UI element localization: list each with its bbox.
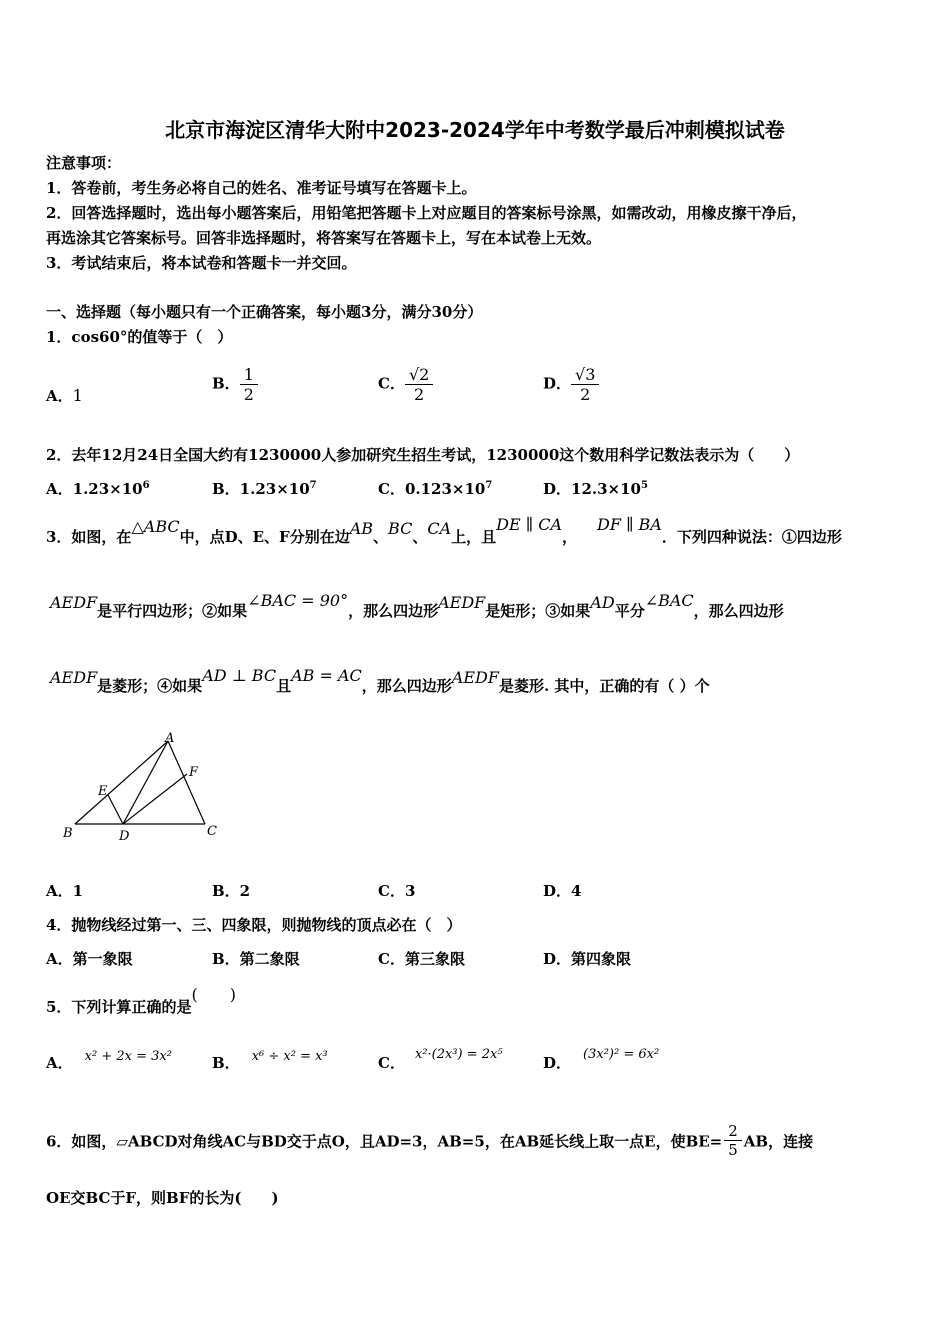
- q1-option-c: [378, 365, 433, 404]
- q5-option-a: [46, 1049, 172, 1073]
- option-text: C．0.123×10: [378, 480, 486, 498]
- text: 6．如图，▱ABCD对角线AC与BD交于点O，且AD=3，AB=5，在AB延长线上取一点E，使BE=: [46, 1132, 723, 1151]
- option-label: A．: [46, 387, 73, 405]
- exponent: 5: [640, 480, 648, 491]
- math: CA: [427, 519, 452, 538]
- q3-option-c: C．3: [378, 882, 416, 900]
- q1-option-d: [543, 365, 599, 404]
- question-5-stem: [46, 985, 236, 1017]
- text: ，那么四边形: [361, 677, 452, 695]
- option-value: 1: [72, 386, 83, 405]
- math: x² + 2x = 3x²: [84, 1049, 172, 1064]
- label-e: E: [98, 784, 108, 799]
- text: 平分: [614, 602, 645, 620]
- fraction: [724, 1122, 742, 1159]
- text: ，: [562, 528, 578, 546]
- denominator: 5: [724, 1140, 742, 1159]
- fraction: [405, 365, 433, 404]
- math: △ABC: [131, 517, 180, 536]
- math: AEDF: [438, 593, 486, 612]
- label-f: F: [189, 765, 199, 780]
- q1-option-b: [212, 365, 258, 404]
- segment-ed: [108, 795, 123, 824]
- option-text: D．12.3×10: [543, 480, 641, 498]
- option-label: A．: [46, 1054, 73, 1072]
- option-label: C．: [378, 374, 405, 393]
- math: x⁶ ÷ x² = x³: [251, 1049, 328, 1064]
- q3-option-d: D．4: [543, 882, 582, 900]
- option-text: B．1.23×10: [212, 480, 310, 498]
- label-d: D: [119, 829, 130, 844]
- exponent: 7: [485, 480, 493, 491]
- q4-option-d: D．第四象限: [543, 950, 632, 968]
- notice-item: 再选涂其它答案标号。回答非选择题时，将答案写在答题卡上，写在本试卷上无效。: [46, 229, 602, 247]
- text: 中，点D、E、F分别在边: [179, 528, 350, 546]
- text: 上，且: [451, 528, 497, 546]
- math: ∠BAC = 90°: [247, 591, 349, 610]
- math: AEDF: [50, 668, 98, 687]
- segment-df: [123, 774, 187, 824]
- triangle-figure: [55, 728, 230, 848]
- option-label: B．: [212, 374, 240, 393]
- denominator: 2: [240, 384, 258, 404]
- section-heading: 一、选择题（每小题只有一个正确答案，每小题3分，满分30分）: [46, 303, 483, 321]
- math: AD: [590, 593, 615, 612]
- notice-heading: 注意事项：: [46, 154, 122, 172]
- math: (3x²)² = 6x²: [583, 1047, 660, 1062]
- math: BC: [388, 519, 413, 538]
- q2-option-d: [543, 478, 648, 499]
- option-label: B．: [212, 1054, 240, 1072]
- text: 5．下列计算正确的是: [46, 998, 192, 1016]
- question-1-stem: 1．cos60°的值等于（ ）: [46, 328, 233, 346]
- text: 是菱形；④如果: [97, 677, 203, 695]
- text: 是菱形. 其中，正确的有（ ）个: [498, 677, 710, 695]
- numerator: √2: [408, 365, 430, 384]
- side-ab: [75, 741, 168, 824]
- option-label: D．: [543, 374, 572, 393]
- text: AB，连接: [743, 1132, 814, 1151]
- math: AD ⊥ BC: [202, 666, 277, 685]
- numerator: 2: [728, 1122, 738, 1140]
- notice-item: 1．答卷前，考生务必将自己的姓名、准考证号填写在答题卡上。: [46, 179, 477, 197]
- q5-option-b: [212, 1049, 328, 1073]
- question-3-stem-line3: [50, 666, 710, 696]
- text: ，那么四边形: [348, 602, 439, 620]
- option-text: A．1.23×10: [46, 480, 143, 498]
- q1-option-a: [46, 385, 83, 406]
- notice-item: 2．回答选择题时，选出每小题答案后，用铅笔把答题卡上对应题目的答案标号涂黑，如需改动，用橡皮擦干净后，: [46, 204, 807, 222]
- q3-option-a: A．1: [46, 882, 84, 900]
- question-6-stem-line2: OE交BC于F，则BF的长为( ): [46, 1189, 279, 1207]
- text: 且: [276, 677, 292, 695]
- question-3-stem-line1: [46, 515, 842, 547]
- numerator: 1: [243, 365, 254, 384]
- q4-option-c: C．第三象限: [378, 950, 465, 968]
- math: x²·(2x³) = 2x⁵: [414, 1047, 503, 1062]
- label-c: C: [207, 824, 217, 839]
- question-2-stem: 2．去年12月24日全国大约有1230000人参加研究生招生考试，1230000这个数用科学记数法表示为（ ）: [46, 446, 800, 464]
- math: AB: [349, 519, 374, 538]
- q3-option-b: B．2: [212, 882, 251, 900]
- q2-option-b: [212, 478, 317, 499]
- q5-option-c: [378, 1047, 503, 1073]
- q2-option-a: [46, 478, 150, 499]
- math: AEDF: [50, 593, 98, 612]
- q2-option-c: [378, 478, 492, 499]
- math: DF ∥ BA: [597, 515, 662, 534]
- math: DE ∥ CA: [496, 515, 563, 534]
- option-label: D．: [543, 1054, 572, 1072]
- q4-option-b: B．第二象限: [212, 950, 300, 968]
- math: ∠BAC: [644, 591, 694, 610]
- exponent: 6: [142, 480, 150, 491]
- page-title: 北京市海淀区清华大附中2023-2024学年中考数学最后冲刺模拟试卷: [165, 118, 785, 142]
- denominator: 2: [571, 384, 599, 404]
- question-3-stem-line2: [50, 591, 784, 621]
- side-ac: [168, 741, 205, 824]
- answer-blank: ( ): [191, 985, 236, 1004]
- label-b: B: [63, 826, 73, 841]
- question-6-stem-line1: [46, 1124, 813, 1161]
- text: 3．如图，在: [46, 528, 132, 546]
- math: AB = AC: [291, 666, 362, 685]
- text: ．下列四种说法：①四边形: [661, 528, 842, 546]
- option-label: C．: [378, 1054, 405, 1072]
- q4-option-a: A．第一象限: [46, 950, 133, 968]
- numerator: √3: [575, 365, 596, 384]
- question-4-stem: 4．抛物线经过第一、三、四象限，则抛物线的顶点必在（ ）: [46, 916, 462, 934]
- text: 是矩形；③如果: [485, 602, 591, 620]
- fraction: [240, 365, 258, 404]
- label-a: A: [165, 731, 175, 746]
- exponent: 7: [309, 480, 317, 491]
- text: 、: [373, 528, 389, 546]
- q5-option-d: [543, 1047, 660, 1073]
- denominator: 2: [405, 384, 433, 404]
- text: 、: [412, 528, 428, 546]
- notice-item: 3．考试结束后，将本试卷和答题卡一并交回。: [46, 254, 357, 272]
- fraction: [571, 365, 599, 404]
- math: AEDF: [451, 668, 499, 687]
- segment-ad: [123, 741, 168, 824]
- text: 是平行四边形；②如果: [97, 602, 248, 620]
- text: ，那么四边形: [693, 602, 784, 620]
